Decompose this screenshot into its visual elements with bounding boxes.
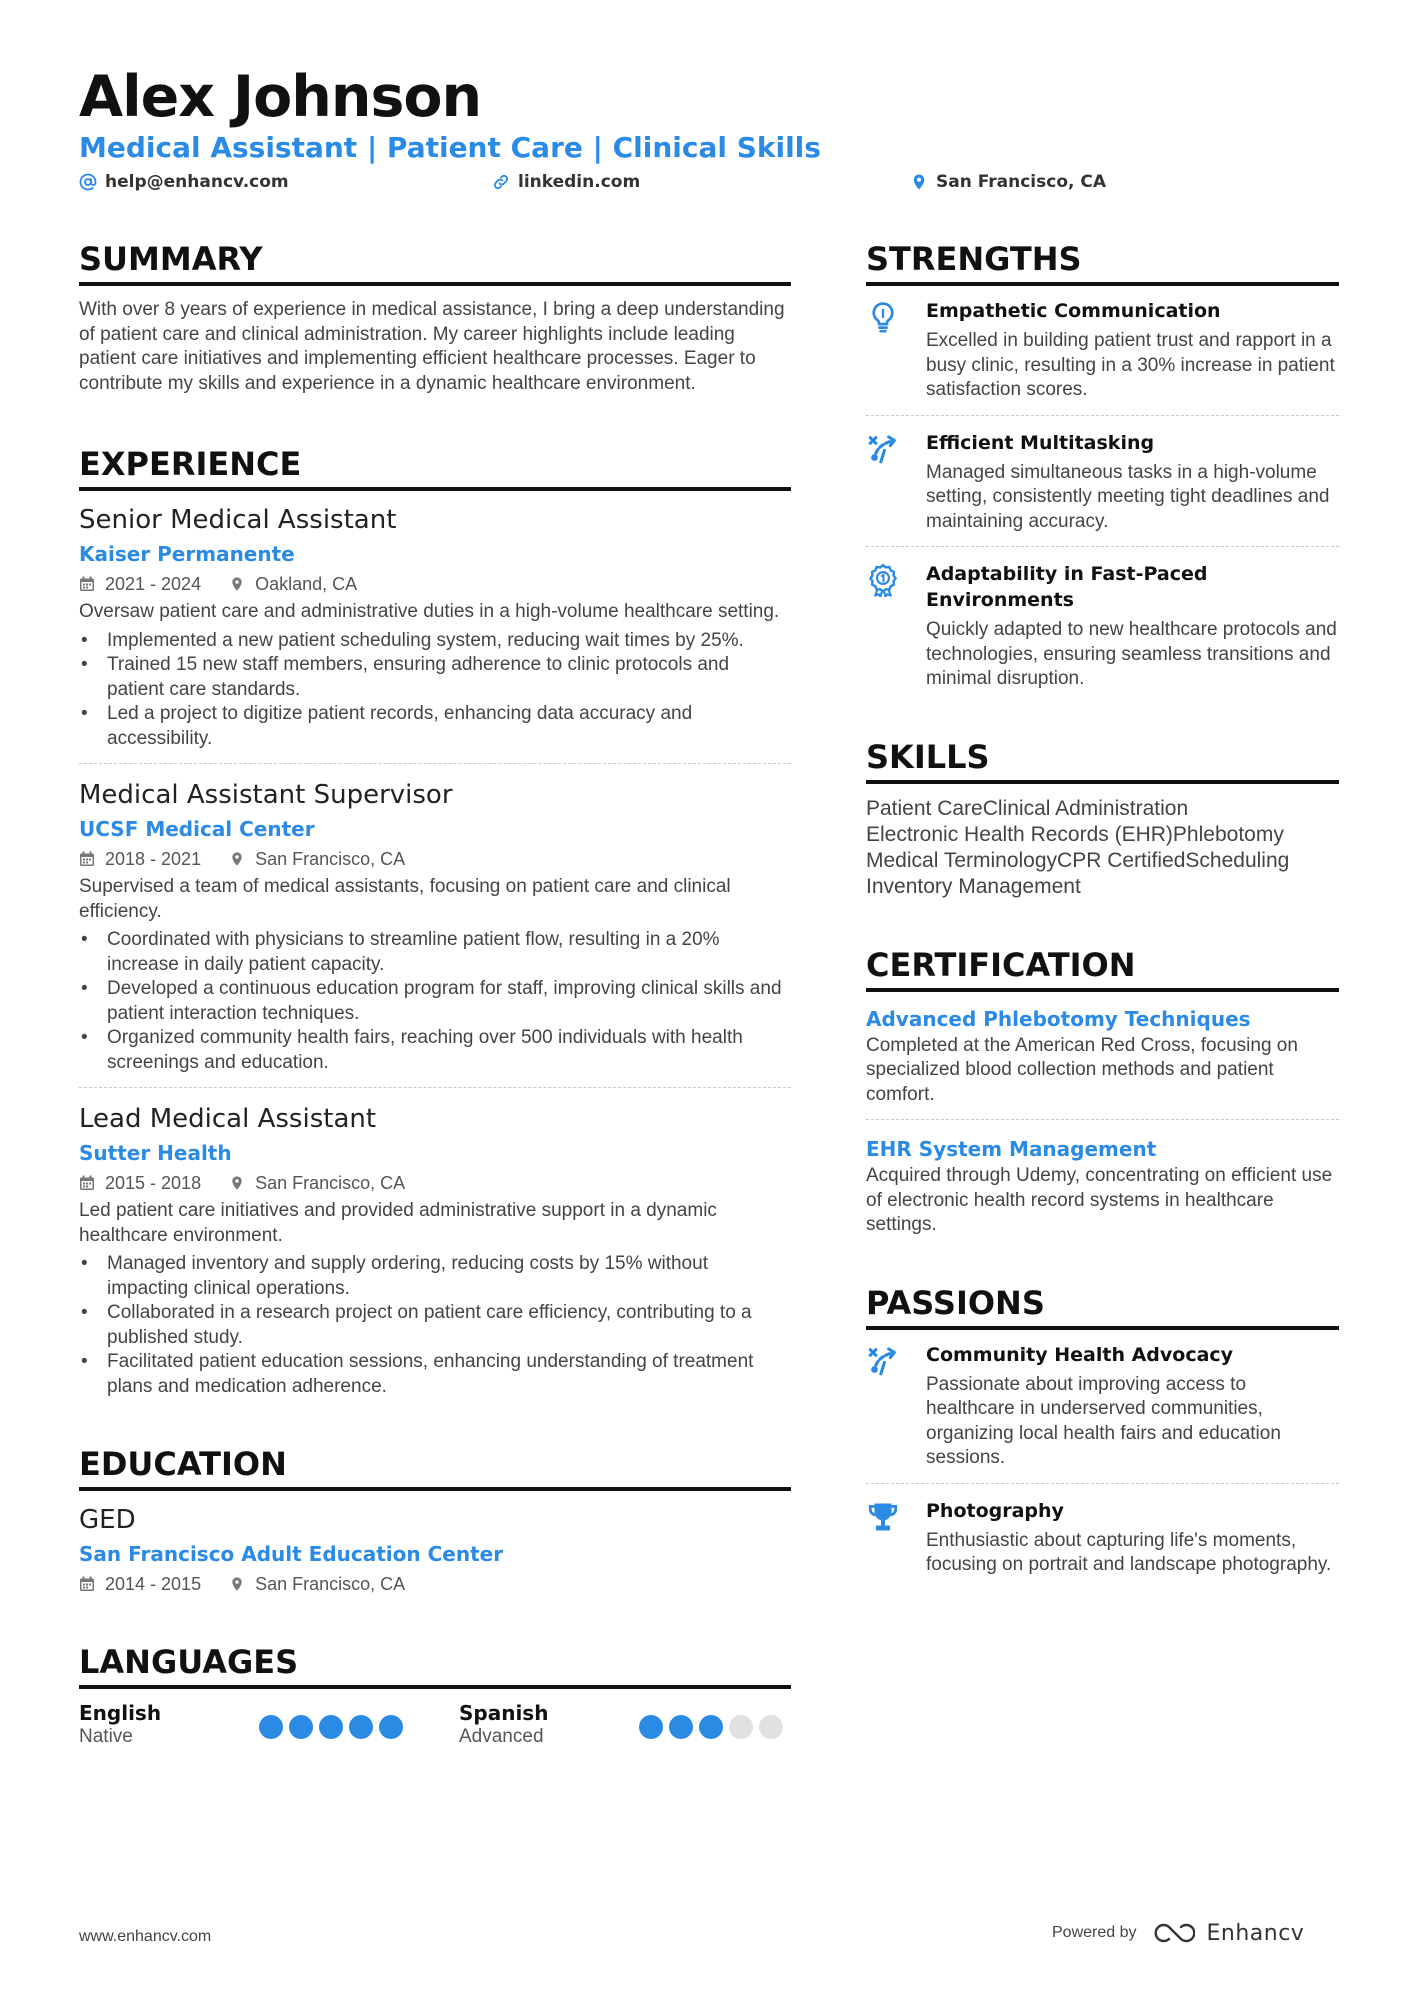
strength-title: Efficient Multitasking [926, 431, 1155, 454]
job-company[interactable]: UCSF Medical Center [79, 817, 315, 841]
strength-item [866, 561, 1339, 692]
left-column [79, 238, 791, 1761]
divider [866, 546, 1339, 547]
candidate-name: Alex Johnson [79, 64, 482, 130]
skills-line: Medical TerminologyCPR CertifiedScheduling [866, 848, 1290, 872]
skills-line: Patient CareClinical Administration [866, 796, 1189, 820]
at-sign-icon [79, 173, 97, 191]
job-bullet: • Led a project to digitize patient records, enhancing data accuracy and accessibility. [79, 702, 791, 751]
email-text: help@enhancv.com [105, 172, 289, 192]
job-bullets [79, 629, 791, 752]
job-description: Oversaw patient care and administrative duties in a high-volume healthcare setting. [79, 601, 780, 622]
job-role: Medical Assistant Supervisor [79, 780, 453, 810]
rating-dot-filled [699, 1715, 723, 1739]
job-role: Lead Medical Assistant [79, 1104, 377, 1134]
contact-email[interactable] [79, 172, 289, 192]
job-role: Senior Medical Assistant [79, 505, 397, 535]
job-dates: 2018 - 2021 [105, 849, 202, 869]
experience-item [79, 778, 791, 1075]
job-description: Supervised a team of medical assistants, focusing on patient care and clinical efficiency. [79, 876, 731, 922]
divider [866, 415, 1339, 416]
linkedin-text: linkedin.com [518, 172, 641, 192]
skills-heading: SKILLS [866, 736, 1339, 784]
job-description: Led patient care initiatives and provided administrative support in a dynamic healthcare environment. [79, 1200, 717, 1246]
rating-dot-filled [379, 1715, 403, 1739]
map-pin-icon [229, 576, 245, 592]
calendar-icon [79, 576, 95, 592]
passion-text: Passionate about improving access to healthcare in underserved communities, organizing local health fairs and education sessions. [926, 1373, 1281, 1468]
certification-text: Acquired through Udemy, concentrating on efficient use of electronic health record systems in healthcare settings. [866, 1165, 1333, 1235]
trophy-icon [866, 1500, 900, 1534]
job-bullet: • Organized community health fairs, reaching over 500 individuals with health screenings and education. [79, 1026, 791, 1075]
skills-list [866, 796, 1339, 900]
passions-heading: PASSIONS [866, 1282, 1339, 1330]
brand-name[interactable]: Enhancv [1206, 1920, 1305, 1946]
languages-list [79, 1701, 791, 1761]
rating-dot-filled [259, 1715, 283, 1739]
strength-item [866, 298, 1339, 403]
language-name: Spanish [459, 1701, 549, 1725]
job-bullets [79, 928, 791, 1075]
rating-dot-filled [639, 1715, 663, 1739]
languages-heading: LANGUAGES [79, 1641, 791, 1689]
strength-text: Excelled in building patient trust and rapport in a busy clinic, resulting in a 30% increase in patient satisfaction scores. [926, 330, 1335, 400]
passion-item [866, 1342, 1339, 1471]
passion-item [866, 1498, 1339, 1578]
passions-section [866, 1282, 1339, 1578]
rating-dot-filled [319, 1715, 343, 1739]
contact-location [910, 172, 1106, 192]
calendar-icon [79, 851, 95, 867]
map-pin-icon [229, 1175, 245, 1191]
map-pin-icon [910, 173, 928, 191]
link-icon [492, 173, 510, 191]
job-bullets [79, 1252, 791, 1399]
strength-title: Empathetic Communication [926, 300, 1221, 322]
education-school[interactable]: San Francisco Adult Education Center [79, 1542, 504, 1566]
certification-section [866, 944, 1339, 1238]
summary-heading: SUMMARY [79, 238, 791, 286]
job-bullet: • Implemented a new patient scheduling system, reducing wait times by 25%. [79, 629, 791, 654]
job-bullet: • Coordinated with physicians to streamline patient flow, resulting in a 20% increase in daily patient capacity. [79, 928, 791, 977]
location-text: San Francisco, CA [936, 172, 1107, 192]
languages-section [79, 1641, 791, 1761]
rating-dot-filled [349, 1715, 373, 1739]
strength-title: Adaptability in Fast-Paced Environments [926, 563, 1208, 611]
strategy-icon [866, 1344, 900, 1378]
powered-by-text: Powered by [1052, 1924, 1137, 1941]
right-column [866, 238, 1339, 1578]
job-meta [79, 571, 791, 597]
experience-heading: EXPERIENCE [79, 443, 791, 491]
language-name: English [79, 1701, 162, 1725]
calendar-icon [79, 1175, 95, 1191]
strength-text: Quickly adapted to new healthcare protocols and technologies, ensuring seamless transitions and minimal disruption. [926, 619, 1337, 689]
skills-section [866, 736, 1339, 900]
passion-title: Photography [926, 1499, 1064, 1522]
divider [79, 1087, 791, 1088]
passion-text: Enthusiastic about capturing life's moments, focusing on portrait and landscape photography. [926, 1529, 1332, 1575]
language-level: Advanced [459, 1726, 544, 1747]
certification-heading: CERTIFICATION [866, 944, 1339, 992]
job-dates: 2021 - 2024 [105, 574, 202, 594]
language-rating [259, 1715, 403, 1739]
strength-item [866, 430, 1339, 535]
enhancv-logo-icon [1149, 1920, 1195, 1946]
job-location: Oakland, CA [255, 574, 358, 594]
certification-title[interactable]: EHR System Management [866, 1137, 1157, 1161]
rating-dot-filled [669, 1715, 693, 1739]
education-degree: GED [79, 1505, 136, 1535]
job-bullet: • Managed inventory and supply ordering, reducing costs by 15% without impacting clinical operations. [79, 1252, 791, 1301]
education-section [79, 1443, 791, 1597]
map-pin-icon [229, 851, 245, 867]
strengths-heading: STRENGTHS [866, 238, 1339, 286]
job-meta [79, 1170, 791, 1196]
lightbulb-icon [866, 300, 900, 334]
footer-branding [1052, 1920, 1304, 1946]
candidate-title: Medical Assistant | Patient Care | Clinical Skills [79, 131, 821, 164]
summary-section [79, 238, 791, 396]
job-company[interactable]: Kaiser Permanente [79, 542, 295, 566]
education-location: San Francisco, CA [255, 1574, 406, 1594]
divider [866, 1119, 1339, 1120]
job-company[interactable]: Sutter Health [79, 1141, 232, 1165]
language-item [79, 1701, 161, 1749]
certification-item [866, 1004, 1339, 1108]
language-item [459, 1701, 548, 1749]
strengths-section [866, 238, 1339, 692]
strength-text: Managed simultaneous tasks in a high-volume setting, consistently meeting tight deadlines and maintaining accuracy. [926, 461, 1330, 532]
education-dates: 2014 - 2015 [105, 1574, 202, 1594]
award-icon [866, 563, 900, 597]
footer-website[interactable]: www.enhancv.com [79, 1928, 212, 1945]
divider [79, 763, 791, 764]
summary-text: With over 8 years of experience in medical assistance, I bring a deep understanding of patient care and clinical administration. My career highlights include leading patient care initiatives and implementing efficient healthcare processes. Eager to contribute my skills and experience in a dynamic healthcare environment. [79, 299, 785, 394]
divider [866, 1483, 1339, 1484]
strategy-icon [866, 432, 900, 466]
job-location: San Francisco, CA [255, 1173, 406, 1193]
education-heading: EDUCATION [79, 1443, 791, 1491]
rating-dot-filled [289, 1715, 313, 1739]
certification-item [866, 1134, 1339, 1238]
rating-dot-empty [729, 1715, 753, 1739]
passion-title: Community Health Advocacy [926, 1343, 1234, 1366]
job-bullet: • Facilitated patient education sessions, enhancing understanding of treatment plans and medication adherence. [79, 1350, 791, 1399]
contact-linkedin[interactable] [492, 172, 640, 192]
map-pin-icon [229, 1576, 245, 1592]
rating-dot-empty [759, 1715, 783, 1739]
language-rating [639, 1715, 783, 1739]
skills-line: Inventory Management [866, 874, 1081, 898]
job-dates: 2015 - 2018 [105, 1173, 202, 1193]
certification-title[interactable]: Advanced Phlebotomy Techniques [866, 1006, 1251, 1031]
job-meta [79, 846, 791, 872]
experience-item [79, 1102, 791, 1399]
job-bullet: • Developed a continuous education program for staff, improving clinical skills and patient interaction techniques. [79, 977, 791, 1026]
job-location: San Francisco, CA [255, 849, 406, 869]
skills-line: Electronic Health Records (EHR)Phlebotomy [866, 822, 1284, 846]
job-bullet: • Trained 15 new staff members, ensuring adherence to clinic protocols and patient care standards. [79, 653, 791, 702]
calendar-icon [79, 1576, 95, 1592]
education-meta [79, 1571, 791, 1597]
job-bullet: • Collaborated in a research project on patient care efficiency, contributing to a published study. [79, 1301, 791, 1350]
experience-item [79, 503, 791, 751]
experience-section [79, 443, 791, 1399]
language-level: Native [79, 1726, 133, 1747]
certification-text: Completed at the American Red Cross, focusing on specialized blood collection methods and patient comfort. [866, 1034, 1298, 1105]
